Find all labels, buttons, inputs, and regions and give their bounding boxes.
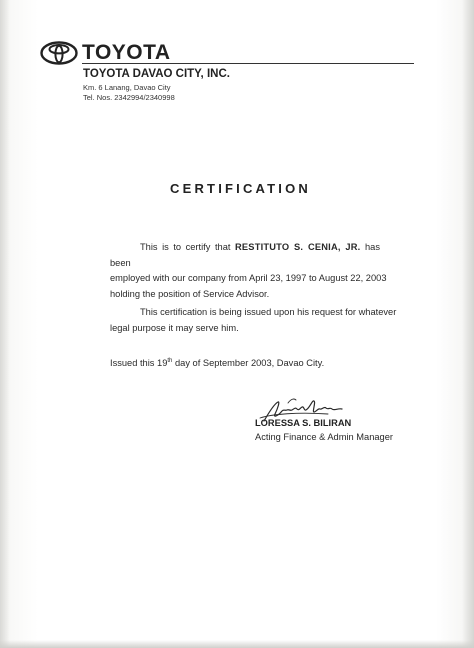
issued-line	[110, 356, 380, 372]
company-address: Km. 6 Lanang, Davao City	[83, 83, 171, 92]
certify-text-end: has been	[110, 242, 380, 268]
purpose-line-2: legal purpose it may serve him.	[110, 322, 239, 333]
certification-paragraph	[110, 240, 387, 302]
purpose-text: This certification is being issued upon his request for whatever	[140, 307, 397, 317]
purpose-line-1	[110, 305, 397, 321]
letterhead-divider	[82, 63, 414, 64]
page-edge-left-shadow	[0, 0, 10, 648]
signatory-name: LORESSA S. BILIRAN	[255, 418, 352, 428]
page-edge-bottom-shadow	[0, 640, 474, 648]
position-line: holding the position of Service Advisor.	[110, 288, 270, 299]
issued-text-end: day of September 2003, Davao City.	[172, 358, 325, 368]
company-name: TOYOTA DAVAO CITY, INC.	[83, 68, 230, 80]
toyota-emblem-icon	[40, 41, 78, 65]
document-title: CERTIFICATION	[170, 181, 312, 196]
page-edge-right-shadow	[462, 0, 474, 648]
company-phone: Tel. Nos. 2342994/2340998	[83, 93, 175, 102]
ordinal-suffix: th	[167, 357, 173, 364]
paragraph-line	[110, 240, 380, 271]
purpose-paragraph	[110, 305, 397, 336]
employment-dates-line: employed with our company from April 23, 1997 to August 22, 2003	[110, 273, 387, 283]
signatory-title: Acting Finance & Admin Manager	[255, 432, 393, 442]
brand-name: TOYOTA	[82, 41, 171, 64]
employee-name: RESTITUTO S. CENIA, JR.	[234, 242, 361, 252]
certify-text: This is to certify that	[140, 242, 231, 252]
issued-text: Issued this 19	[110, 358, 168, 368]
issued-paragraph	[110, 356, 380, 372]
